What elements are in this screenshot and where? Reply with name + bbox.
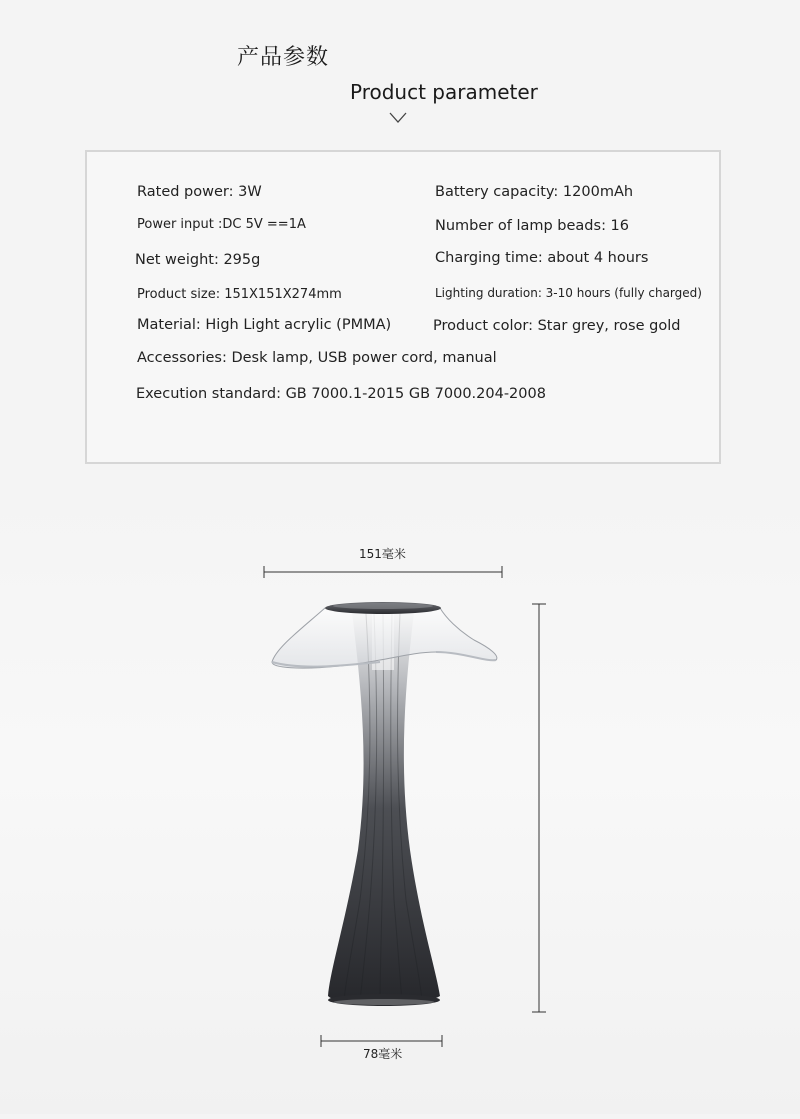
param-net-weight: Net weight: 295g	[135, 252, 261, 268]
param-lamp-beads: Number of lamp beads: 16	[435, 218, 630, 234]
lamp-illustration	[0, 480, 800, 1114]
page-title-en: Product parameter	[350, 80, 538, 104]
param-product-size: Product size: 151X151X274mm	[137, 287, 342, 302]
dimension-top-width: 151毫米	[359, 547, 406, 561]
chevron-down-icon	[389, 112, 407, 124]
param-execution-standard: Execution standard: GB 7000.1-2015 GB 7000.204-2008	[136, 386, 546, 402]
param-power-input: Power input :DC 5V ==1A	[137, 217, 306, 232]
parameter-panel	[85, 150, 721, 464]
param-material: Material: High Light acrylic (PMMA)	[137, 317, 392, 333]
param-lighting-duration: Lighting duration: 3-10 hours (fully charged)	[435, 286, 702, 300]
page-title-cn: 产品参数	[237, 45, 330, 70]
param-accessories: Accessories: Desk lamp, USB power cord, manual	[137, 350, 497, 366]
product-dimension-figure	[0, 480, 800, 1114]
param-battery-capacity: Battery capacity: 1200mAh	[435, 184, 634, 200]
dimension-base-width: 78毫米	[363, 1047, 403, 1061]
param-charging-time: Charging time: about 4 hours	[435, 250, 649, 266]
param-rated-power: Rated power: 3W	[137, 184, 262, 200]
param-product-color: Product color: Star grey, rose gold	[433, 318, 681, 334]
